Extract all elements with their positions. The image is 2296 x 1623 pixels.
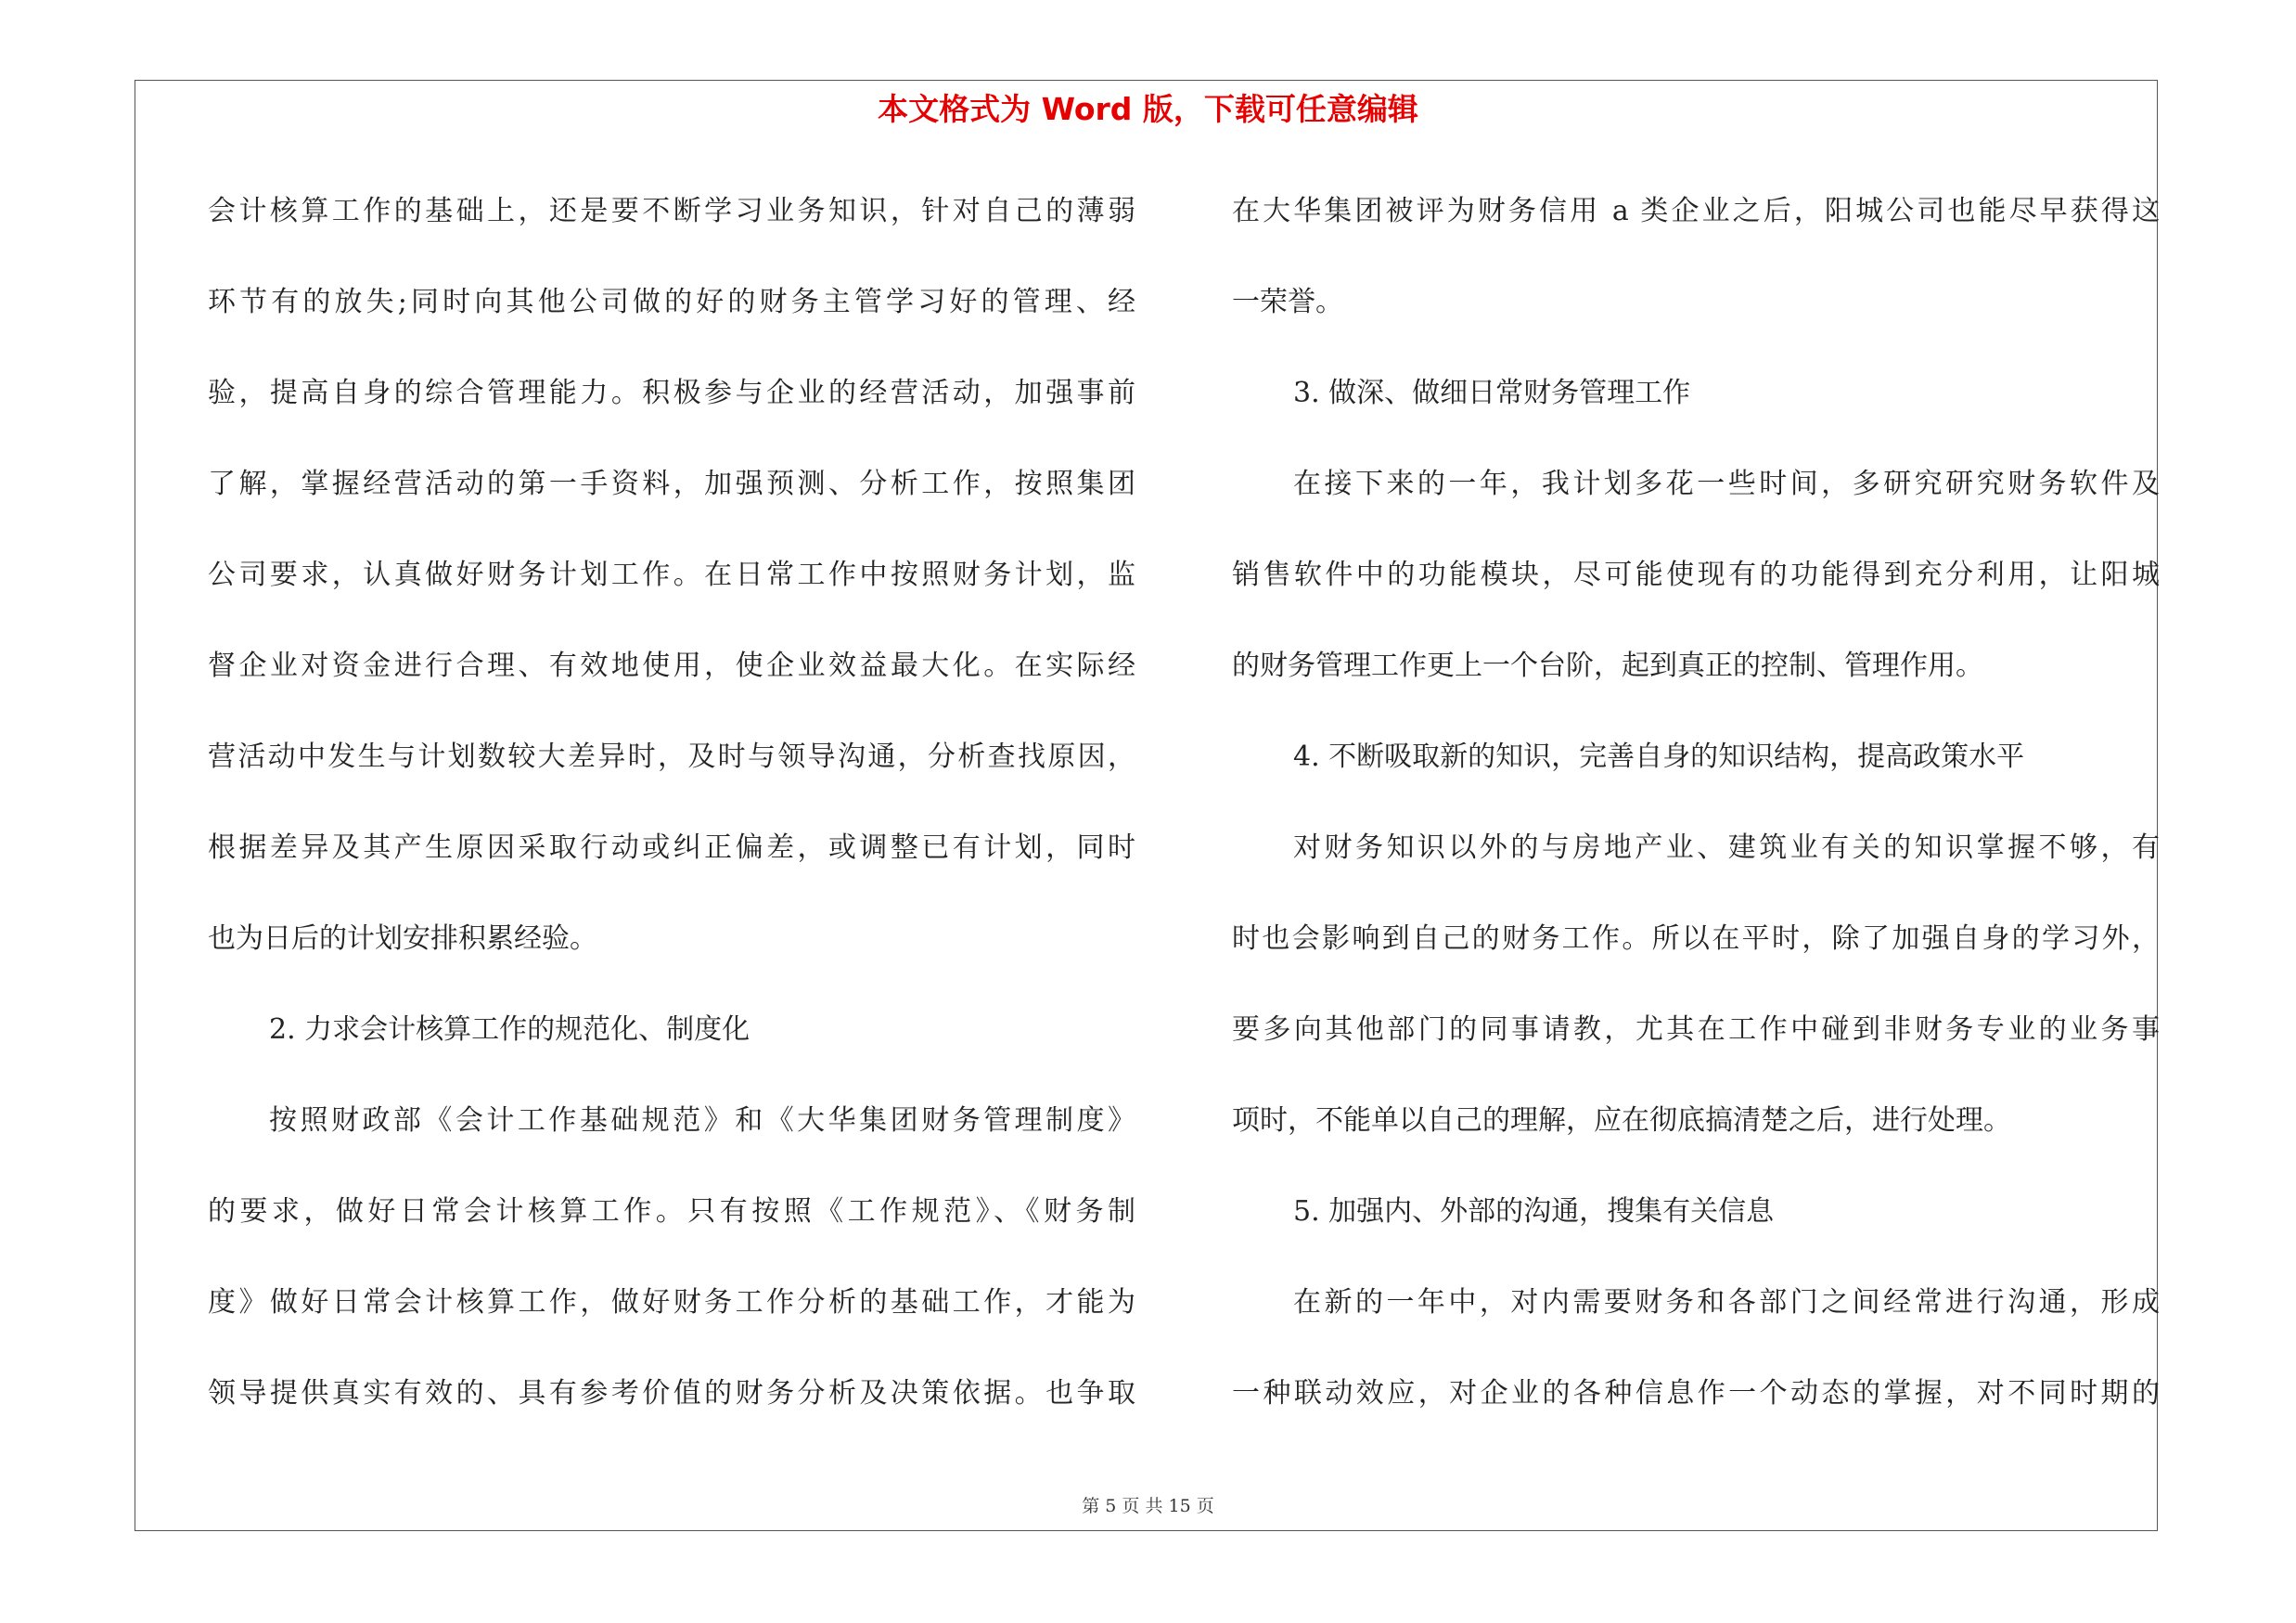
text-line: 在接下来的一年，我计划多花一些时间，多研究研究财务软件及 xyxy=(1293,468,2160,500)
text-line: 按照财政部《会计工作基础规范》和《大华集团财务管理制度》 xyxy=(269,1104,1135,1137)
text-line: 的要求，做好日常会计核算工作。只有按照《工作规范》、《财务制 xyxy=(208,1195,1135,1228)
word-format-banner: 本文格式为 Word 版，下载可任意编辑 xyxy=(878,91,1418,127)
right-column xyxy=(1232,179,2160,1452)
text-line: 了解，掌握经营活动的第一手资料，加强预测、分析工作，按照集团 xyxy=(208,468,1135,500)
text-line: 根据差异及其产生原因采取行动或纠正偏差，或调整已有计划，同时 xyxy=(208,831,1135,864)
text-line: 一荣誉。 xyxy=(1232,286,1343,318)
text-line: 领导提供真实有效的、具有参考价值的财务分析及决策依据。也争取 xyxy=(208,1377,1135,1410)
section-heading: 5. 加强内、外部的沟通，搜集有关信息 xyxy=(1293,1195,1775,1228)
text-line: 对财务知识以外的与房地产业、建筑业有关的知识掌握不够，有 xyxy=(1293,831,2160,864)
text-line: 营活动中发生与计划数较大差异时，及时与领导沟通，分析查找原因， xyxy=(208,741,1135,773)
text-line: 时也会影响到自己的财务工作。所以在平时，除了加强自身的学习外， xyxy=(1232,922,2160,955)
section-heading: 3. 做深、做细日常财务管理工作 xyxy=(1293,377,1691,409)
text-line: 环节有的放失;同时向其他公司做的好的财务主管学习好的管理、经 xyxy=(208,286,1135,318)
left-column xyxy=(208,179,1135,1452)
text-line: 会计核算工作的基础上，还是要不断学习业务知识，针对自己的薄弱 xyxy=(208,195,1135,227)
page-number-footer: 第 5 页 共 15 页 xyxy=(1082,1496,1214,1516)
section-heading: 4. 不断吸取新的知识，完善自身的知识结构，提高政策水平 xyxy=(1293,741,2025,773)
text-line: 项时，不能单以自己的理解，应在彻底搞清楚之后，进行处理。 xyxy=(1232,1104,2011,1137)
text-line: 也为日后的计划安排积累经验。 xyxy=(208,922,597,955)
text-line: 一种联动效应，对企业的各种信息作一个动态的掌握，对不同时期的 xyxy=(1232,1377,2160,1410)
text-line: 度》做好日常会计核算工作，做好财务工作分析的基础工作，才能为 xyxy=(208,1286,1135,1319)
text-line: 的财务管理工作更上一个台阶，起到真正的控制、管理作用。 xyxy=(1232,650,1983,682)
text-line: 督企业对资金进行合理、有效地使用，使企业效益最大化。在实际经 xyxy=(208,650,1135,682)
text-line: 验，提高自身的综合管理能力。积极参与企业的经营活动，加强事前 xyxy=(208,377,1135,409)
text-line: 销售软件中的功能模块，尽可能使现有的功能得到充分利用，让阳城 xyxy=(1232,559,2160,591)
section-heading: 2. 力求会计核算工作的规范化、制度化 xyxy=(269,1013,750,1046)
text-line: 在新的一年中，对内需要财务和各部门之间经常进行沟通，形成 xyxy=(1293,1286,2160,1319)
text-line: 公司要求，认真做好财务计划工作。在日常工作中按照财务计划，监 xyxy=(208,559,1135,591)
text-line: 在大华集团被评为财务信用 a 类企业之后，阳城公司也能尽早获得这 xyxy=(1232,195,2160,227)
text-line: 要多向其他部门的同事请教，尤其在工作中碰到非财务专业的业务事 xyxy=(1232,1013,2160,1046)
